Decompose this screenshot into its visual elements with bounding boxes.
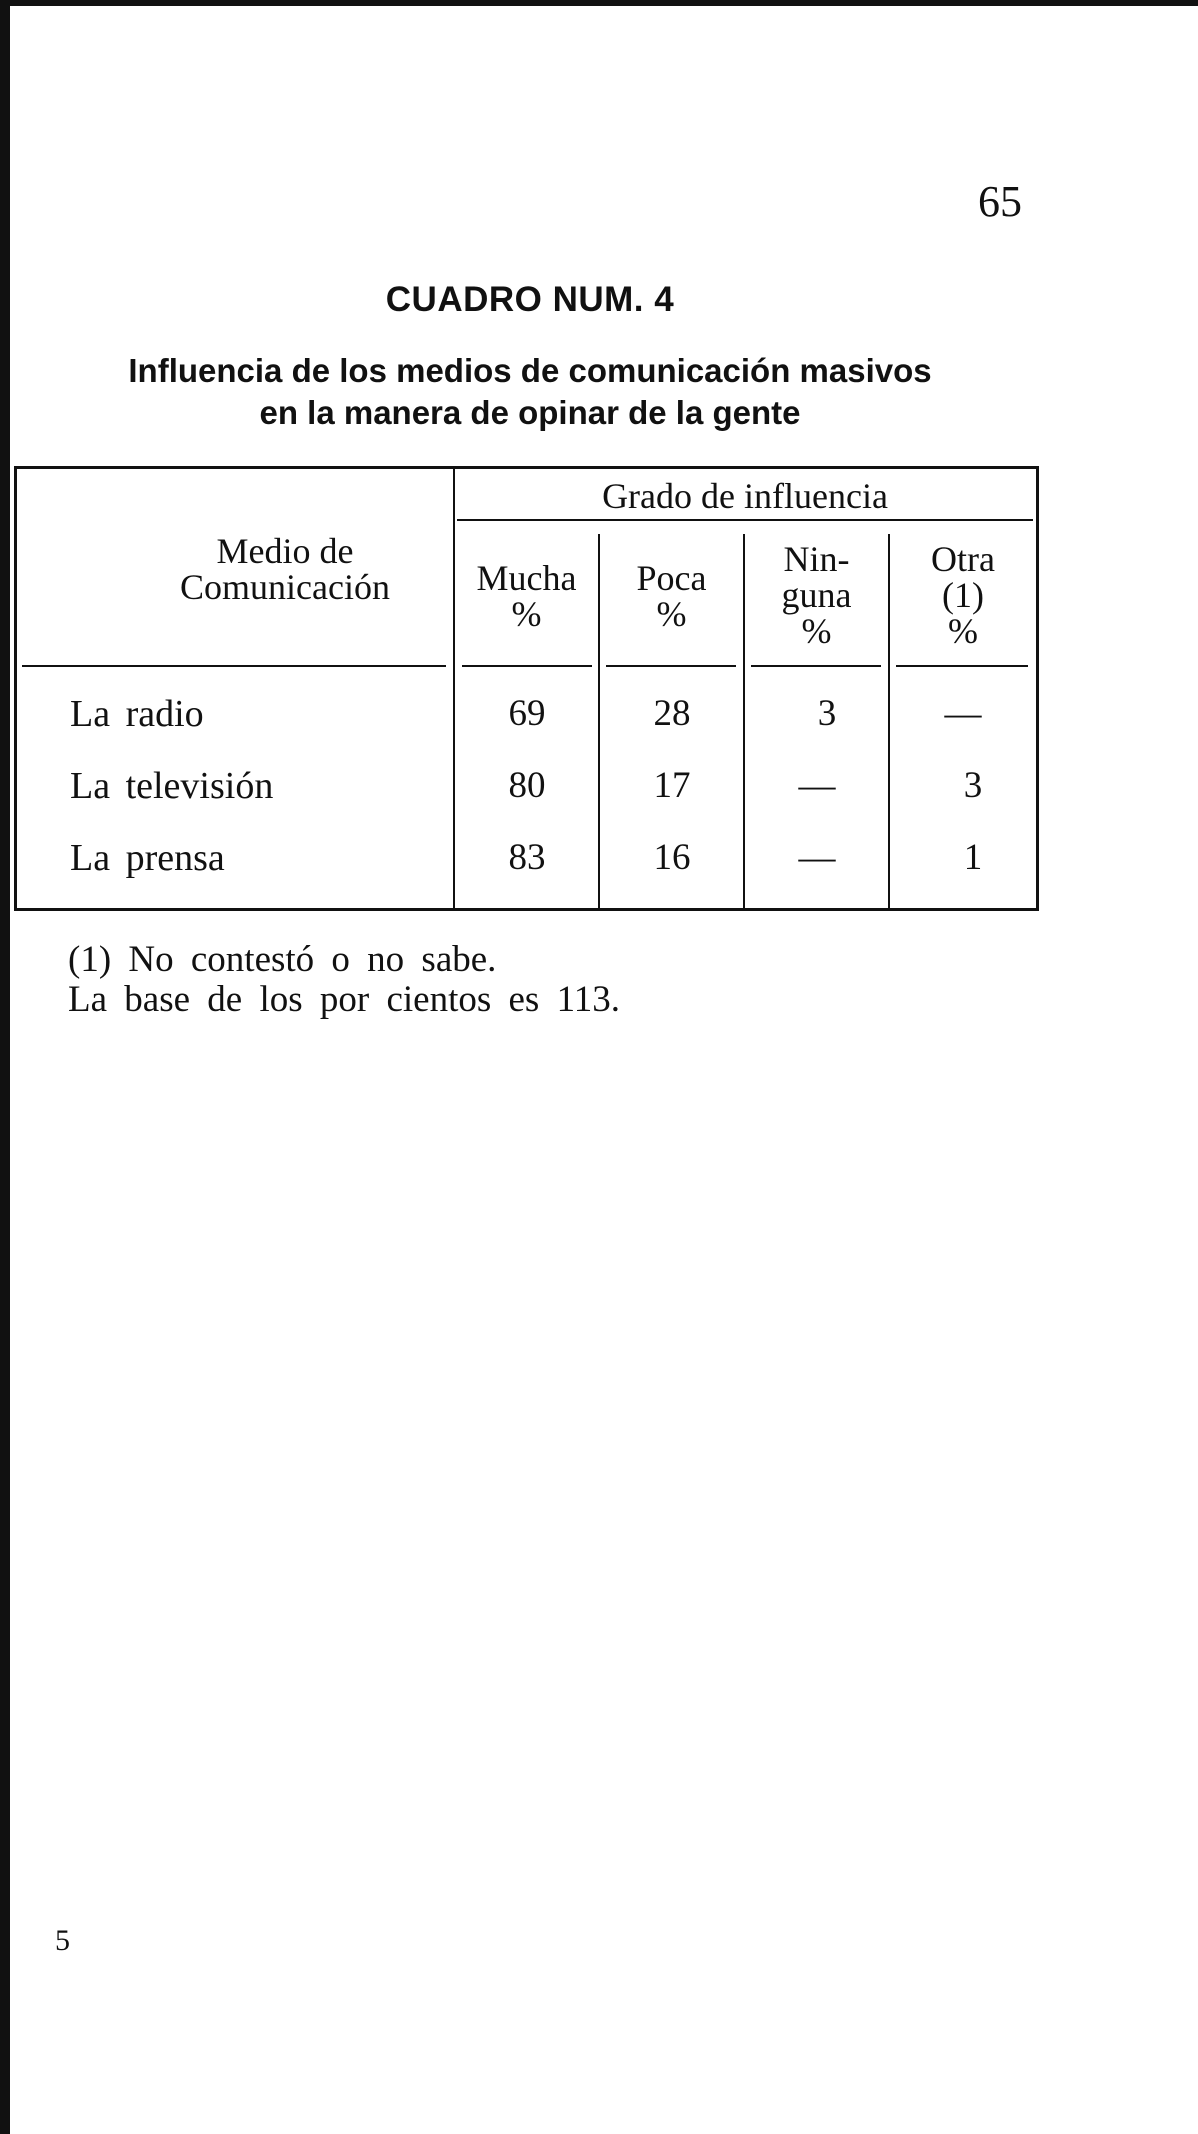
table-cell: 3 (963, 765, 983, 806)
table-cell: 83 (508, 837, 546, 878)
scan-edge-top (0, 0, 1198, 6)
footnote-2: La base de los por cientos es 113. (68, 979, 620, 1020)
column-header-line: Poca (636, 558, 707, 598)
table-cell: 1 (963, 837, 983, 878)
footnote-1: (1) No contestó o no sabe. (68, 939, 497, 980)
column-header-line: % (801, 611, 832, 651)
header-underline-col-2 (606, 665, 736, 667)
stub-header-line-2: Comunicación (180, 567, 390, 607)
column-header-poca (600, 560, 743, 632)
column-header-line: % (948, 611, 978, 651)
table-cell: 17 (653, 765, 691, 806)
table-left-rule (14, 466, 17, 910)
table-cell: 16 (653, 837, 691, 878)
table-footnotes (68, 940, 620, 1020)
table-cell: 80 (508, 765, 546, 806)
group-header: Grado de influencia (602, 476, 888, 516)
row-label: La televisión (70, 765, 274, 807)
column-header-line: % (656, 594, 687, 634)
header-underline-col-3 (751, 665, 881, 667)
column-header-otra (890, 541, 1036, 649)
stub-divider-rule (453, 466, 455, 910)
stub-header (120, 533, 450, 605)
table-cell: — (944, 693, 982, 734)
table-bottom-rule (14, 908, 1039, 911)
table-cell: — (798, 765, 836, 806)
group-header-underline (457, 519, 1033, 521)
page-number: 65 (978, 177, 1022, 226)
caption-line-2: en la manera de opinar de la gente (259, 394, 801, 431)
signature-mark: 5 (55, 1924, 70, 1957)
column-header-line: % (511, 594, 542, 634)
column-header-line: Nin- (783, 539, 850, 579)
table-cell: 3 (817, 693, 837, 734)
table-top-rule (14, 466, 1039, 469)
row-label: La prensa (70, 837, 225, 879)
stub-header-line-1: Medio de (216, 531, 354, 571)
header-underline-stub (22, 665, 446, 667)
column-header-ninguna (745, 541, 888, 649)
column-header-mucha (455, 560, 598, 632)
table-cell: 28 (653, 693, 691, 734)
row-label: La radio (70, 693, 204, 735)
header-underline-col-1 (462, 665, 592, 667)
header-underline-col-4 (896, 665, 1028, 667)
column-header-line: Mucha (476, 558, 577, 598)
column-header-line: (1) (942, 575, 984, 615)
column-header-line: Otra (931, 539, 995, 579)
table-cell: — (798, 837, 836, 878)
caption-line-1: Influencia de los medios de comunicación masivos (128, 352, 932, 389)
table-cell: 69 (508, 693, 546, 734)
column-header-line: guna (781, 575, 852, 615)
table-caption (0, 350, 1060, 434)
scan-edge-left (0, 0, 10, 2134)
table-number: CUADRO NUM. 4 (385, 280, 675, 319)
